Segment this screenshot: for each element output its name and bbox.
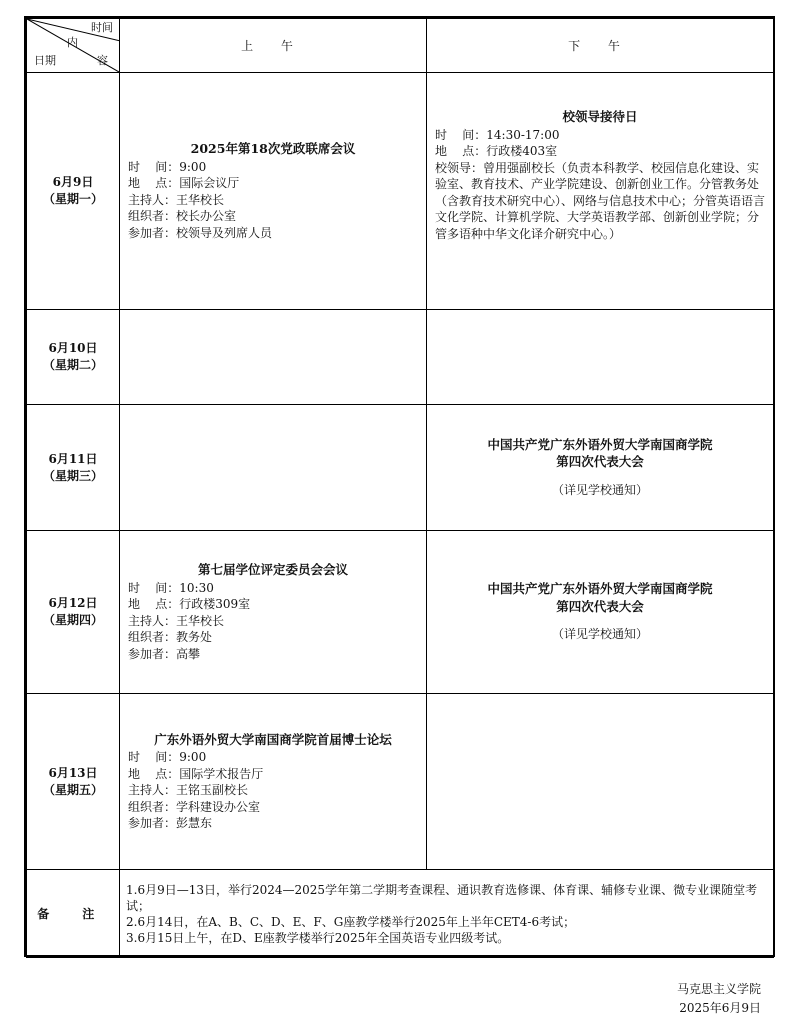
- date-label: 6月9日: [52, 175, 94, 189]
- event-host: 主持人：王华校长: [128, 192, 225, 207]
- remarks-label: 备 注: [27, 870, 120, 958]
- header-row: [27, 19, 774, 73]
- weekday-label: （星期四）: [42, 613, 103, 627]
- date-cell: [27, 694, 120, 870]
- afternoon-event-cell: [427, 405, 774, 531]
- weekday-label: （星期三）: [42, 468, 103, 483]
- event-time: 时 间：14:30-17:00: [435, 127, 560, 142]
- event-note: （详见学校通知）: [551, 627, 648, 642]
- remark-item: 3.6月15日上午，在D、E座教学楼举行2025年全国英语专业四级考试。: [126, 930, 510, 945]
- afternoon-event-cell: [427, 531, 774, 694]
- event-location: 地 点：行政楼309室: [128, 597, 251, 611]
- date-label: 6月12日: [48, 596, 98, 610]
- schedule-row-monday: [27, 73, 774, 310]
- event-organizer: 组织者：校长办公室: [128, 209, 237, 223]
- event-time: 时 间：10:30: [128, 580, 214, 595]
- event-title: 第七届学位评定委员会会议: [197, 562, 348, 577]
- event-note: （详见学校通知）: [551, 482, 648, 497]
- weekly-schedule-table: [26, 18, 774, 958]
- weekday-label: （星期二）: [42, 358, 103, 372]
- schedule-sheet: [24, 16, 775, 957]
- morning-event-cell: [120, 405, 427, 531]
- event-participants: 参加者：彭慧东: [128, 816, 213, 830]
- corner-header-cell: [27, 19, 120, 73]
- remarks-row: [27, 870, 774, 958]
- weekday-label: （星期五）: [42, 782, 103, 797]
- date-label: 6月11日: [48, 451, 98, 466]
- morning-event-cell: [120, 694, 427, 870]
- event-title-line-2: 第四次代表大会: [556, 454, 644, 470]
- event-participants: 参加者：校领导及列席人员: [128, 225, 273, 240]
- corner-label-rong: 容: [97, 54, 108, 67]
- weekday-label: （星期一）: [42, 192, 103, 206]
- morning-column-header: 上 午: [120, 19, 427, 73]
- event-location: 地 点：国际学术报告厅: [128, 766, 264, 781]
- remarks-content: [120, 870, 774, 958]
- schedule-row-wednesday: [27, 405, 774, 531]
- document-footer: [677, 980, 761, 1018]
- schedule-row-friday: [27, 694, 774, 870]
- event-organizer: 组织者：学科建设办公室: [128, 799, 261, 814]
- schedule-row-thursday: [27, 531, 774, 694]
- event-organizer: 组织者：教务处: [128, 630, 213, 644]
- morning-event-cell: [120, 531, 427, 694]
- event-host: 主持人：王华校长: [128, 613, 225, 628]
- event-leader-duties: 校领导：曾用强副校长（负责本科教学、校园信息化建设、实验室、教育技术、产业学院建设、创新创业工作。分管教务处（含教育技术研究中心）、网络与信息技术中心；分管英语语言文化学院、计算机学院、大学英语教学部、创新创业学院；分管多语种中华文化译介研究中心。）: [435, 160, 766, 241]
- date-cell: [27, 531, 120, 694]
- afternoon-event-cell: [427, 694, 774, 870]
- date-cell: [27, 73, 120, 310]
- remark-item: 1.6月9日—13日，举行2024—2025学年第二学期考查课程、通识教育选修课、体育课、辅修专业课、微专业课随堂考试；: [126, 882, 758, 913]
- afternoon-column-header: 下 午: [427, 19, 774, 73]
- event-title-line-2: 第四次代表大会: [556, 598, 644, 614]
- event-title: 中国共产党广东外语外贸大学南国商学院: [487, 581, 713, 597]
- corner-label-content: 内: [67, 36, 78, 49]
- event-time: 时 间：9:00: [128, 750, 207, 764]
- issuing-organization: 马克思主义学院: [676, 982, 761, 996]
- remark-item: 2.6月14日，在A、B、C、D、E、F、G座教学楼举行2025年上半年CET4-6考试；: [126, 914, 576, 929]
- event-title: 广东外语外贸大学南国商学院首届博士论坛: [154, 731, 392, 747]
- corner-label-time: 时间: [91, 21, 113, 34]
- date-label: 6月13日: [48, 765, 98, 780]
- event-participants: 参加者：高攀: [128, 646, 201, 661]
- event-host: 主持人：王铭玉副校长: [128, 783, 249, 797]
- morning-event-cell: [120, 73, 427, 310]
- date-label: 6月10日: [48, 341, 98, 355]
- date-cell: [27, 310, 120, 405]
- event-title: 2025年第18次党政联席会议: [190, 141, 356, 156]
- event-location: 地 点：国际会议厅: [128, 176, 240, 190]
- event-time: 时 间：9:00: [128, 159, 207, 174]
- issue-date: 2025年6月9日: [679, 1001, 761, 1015]
- schedule-row-tuesday: [27, 310, 774, 405]
- morning-event-cell: [120, 310, 427, 405]
- event-title: 中国共产党广东外语外贸大学南国商学院: [487, 436, 713, 452]
- afternoon-event-cell: [427, 310, 774, 405]
- event-title: 校领导接待日: [562, 109, 638, 124]
- event-location: 地 点：行政楼403室: [435, 144, 558, 158]
- corner-label-date: 日期: [34, 54, 56, 67]
- afternoon-event-cell: [427, 73, 774, 310]
- date-cell: [27, 405, 120, 531]
